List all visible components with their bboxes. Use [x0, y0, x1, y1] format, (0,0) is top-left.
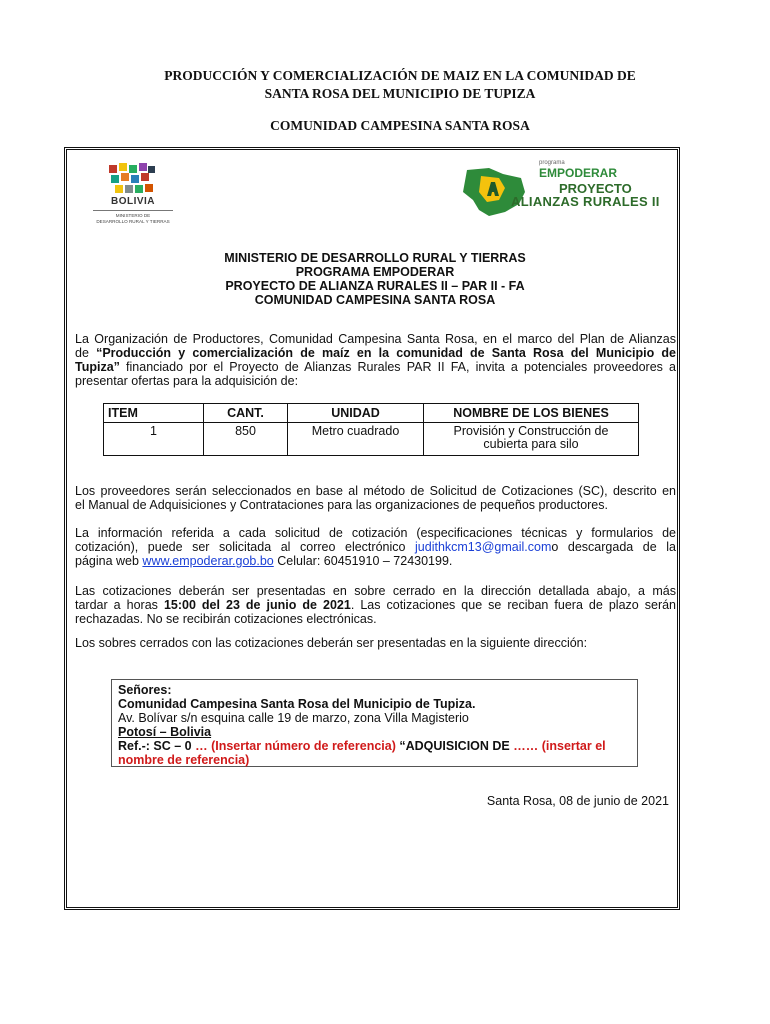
- reference-code: Ref.-: SC – 0: [118, 739, 196, 753]
- ministry-logo-caption: [83, 213, 183, 224]
- heading-program: PROGRAMA EMPODERAR: [295, 265, 455, 279]
- info-line-3-start: página web: [75, 554, 143, 568]
- address-reference: [118, 739, 631, 753]
- alianzas-label: ALIANZAS RURALES II: [511, 194, 660, 209]
- deadline-line-2: [75, 598, 676, 612]
- bolivia-crest-icon: [107, 161, 157, 195]
- goods-table: [103, 403, 639, 456]
- col-header-unidad: UNIDAD: [288, 404, 424, 423]
- envelopes-line: Los sobres cerrados con las cotizaciones deberán ser presentadas en la siguiente dirección:: [75, 636, 588, 650]
- deadline-line-3: rechazadas. No se recibirán cotizaciones electrónicas.: [75, 612, 377, 626]
- intro-line-3: [75, 360, 676, 374]
- cell-nombre-line-2: cubierta para silo: [483, 437, 579, 451]
- empoderar-label: EMPODERAR: [539, 166, 618, 180]
- cell-item: 1: [104, 423, 204, 456]
- intro-line-2: [75, 346, 676, 360]
- cell-nombre-line-1: Provisión y Construcción de: [453, 424, 609, 438]
- selection-paragraph: [75, 484, 676, 512]
- info-line-2: [75, 540, 676, 554]
- address-street: Av. Bolívar s/n esquina calle 19 de marzo, zona Villa Magisterio: [118, 711, 469, 725]
- deadline-line-2-end: . Las cotizaciones que se reciban fuera de plazo serán: [350, 598, 677, 612]
- intro-line-1: La Organización de Productores, Comunidad Campesina Santa Rosa, en el marco del Plan de Alianzas: [75, 332, 676, 346]
- table-row: [104, 423, 639, 456]
- title-line-2: SANTA ROSA DEL MUNICIPIO DE TUPIZA: [264, 86, 536, 101]
- document-subtitle: COMUNIDAD CAMPESINA SANTA ROSA: [270, 118, 530, 133]
- bolivia-map-icon: [459, 166, 529, 218]
- selection-line-1: Los proveedores serán seleccionados en base al método de Solicitud de Cotizaciones (SC), descrito en: [75, 484, 676, 498]
- address-city: Potosí – Bolivia: [118, 725, 212, 739]
- col-header-item: ITEM: [104, 404, 204, 423]
- announcement-frame: [64, 147, 680, 910]
- reference-name-placeholder: …… (insertar el: [513, 739, 606, 753]
- issue-date: Santa Rosa, 08 de junio de 2021: [486, 794, 669, 808]
- info-paragraph: [75, 526, 676, 568]
- info-line-2-start: cotización), puede ser solicitada al correo electrónico: [75, 540, 416, 554]
- programa-label: programa: [539, 160, 565, 166]
- col-header-nombre: NOMBRE DE LOS BIENES: [424, 404, 639, 423]
- project-name-bold: “Producción y comercialización de maíz en la comunidad de Santa Rosa del Municipio de: [96, 346, 676, 360]
- title-line-1: PRODUCCIÓN Y COMERCIALIZACIÓN DE MAIZ EN LA COMUNIDAD DE: [164, 68, 636, 83]
- deadline-paragraph: [75, 584, 676, 626]
- website-link[interactable]: www.empoderar.gob.bo: [142, 554, 274, 568]
- project-name-bold-end: Tupiza”: [75, 360, 120, 374]
- phone-text: Celular: 60451910 – 72430199.: [273, 554, 453, 568]
- table-header-row: [104, 404, 639, 423]
- heading-project: PROYECTO DE ALIANZA RURALES II – PAR II - FA: [225, 279, 525, 293]
- deadline-line-2-start: tardar a horas: [75, 598, 164, 612]
- intro-paragraph: [75, 332, 676, 388]
- intro-line-3-rest: financiado por el Proyecto de Alianzas Rurales PAR II FA, invita a potenciales proveedores a: [119, 360, 676, 374]
- address-salutation: Señores:: [118, 683, 172, 697]
- cell-cant: 850: [204, 423, 288, 456]
- logo-divider: [93, 210, 173, 211]
- heading-ministry: MINISTERIO DE DESARROLLO RURAL Y TIERRAS: [224, 251, 526, 265]
- bolivia-logo-text: BOLIVIA: [110, 196, 156, 207]
- empoderar-par-logo: [459, 160, 669, 220]
- address-organization: Comunidad Campesina Santa Rosa del Municipio de Tupiza.: [118, 697, 476, 711]
- intro-line-2-start: de: [75, 346, 97, 360]
- proyecto-label: PROYECTO: [559, 181, 632, 196]
- info-line-3: [75, 554, 676, 568]
- info-line-1: La información referida a cada solicitud de cotización (especificaciones técnicas y formularios de: [75, 526, 676, 540]
- ministry-caption-line-1: MINISTERIO DE: [115, 213, 151, 218]
- address-box: [111, 679, 638, 767]
- col-header-cant: CANT.: [204, 404, 288, 423]
- ministry-logo: [83, 158, 183, 226]
- info-line-2-end: o descargada de la: [551, 540, 676, 554]
- cell-nombre: [424, 423, 639, 456]
- heading-community: COMUNIDAD CAMPESINA SANTA ROSA: [254, 293, 496, 307]
- ministry-caption-line-2: DESARROLLO RURAL Y TIERRAS: [96, 218, 170, 224]
- reference-number-placeholder: … (Insertar número de referencia): [195, 739, 396, 753]
- intro-line-4: presentar ofertas para la adquisición de:: [75, 374, 299, 388]
- email-link[interactable]: judithkcm13@gmail.com: [415, 540, 552, 554]
- reference-acquisition: “ADQUISICION DE: [395, 739, 514, 753]
- cell-unidad: Metro cuadrado: [288, 423, 424, 456]
- deadline-date-bold: 15:00 del 23 de junio de 2021: [163, 598, 351, 612]
- deadline-line-1: Las cotizaciones deberán ser presentadas en sobre cerrado en la dirección detallada abajo, a más: [75, 584, 676, 598]
- selection-line-2: el Manual de Adquisiciones y Contrataciones para las organizaciones de pequeños productores.: [75, 498, 608, 512]
- document-title: [120, 67, 680, 103]
- reference-name-placeholder-end: nombre de referencia): [118, 753, 250, 767]
- envelopes-paragraph: [75, 636, 676, 650]
